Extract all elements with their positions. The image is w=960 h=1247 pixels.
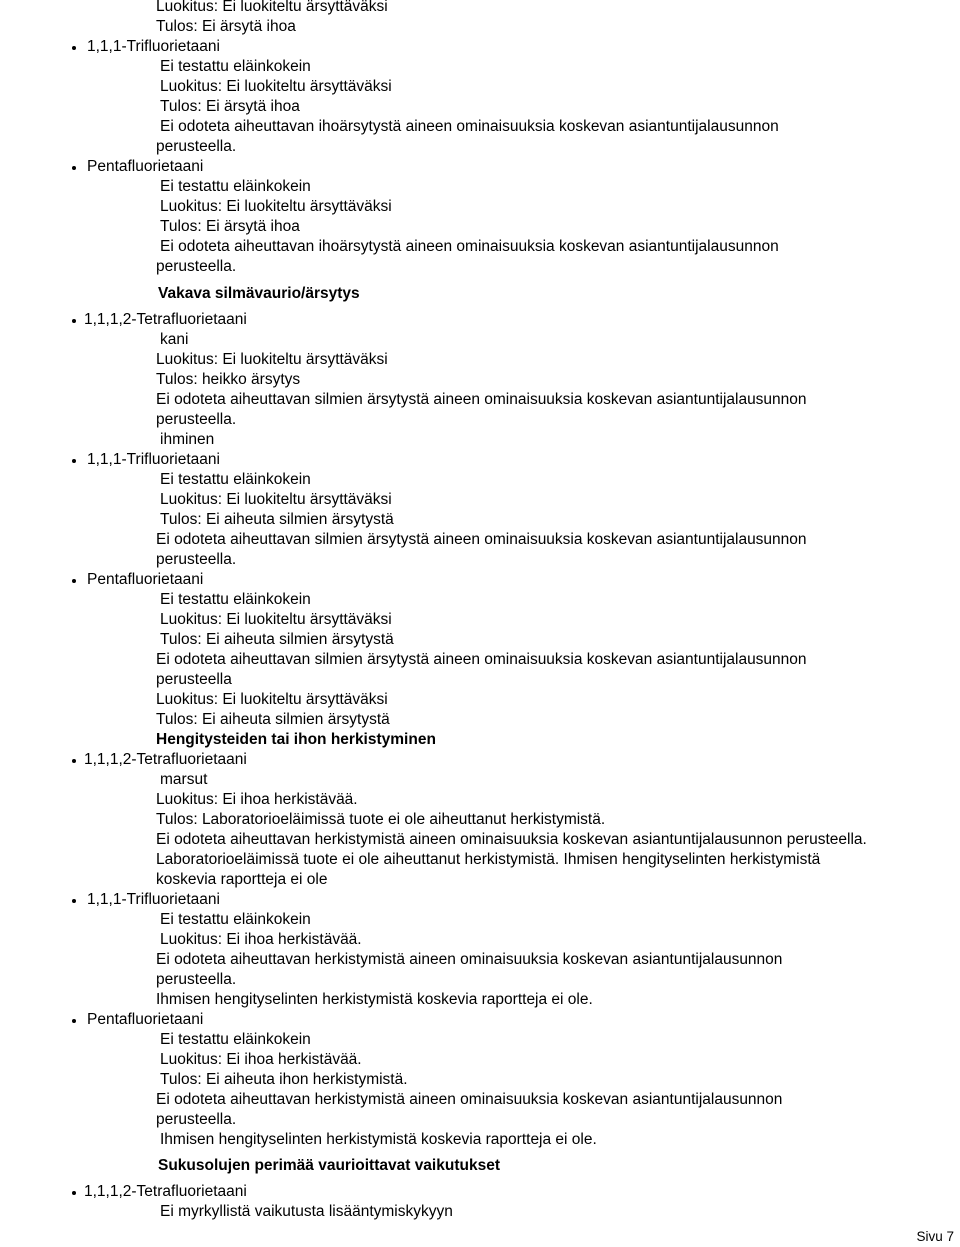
text-line: perusteella xyxy=(156,671,232,688)
substance-name: 1,1,1,2-Tetrafluorietaani xyxy=(84,751,247,768)
text-line: Ei odoteta aiheuttavan herkistymistä aineen ominaisuuksia koskevan asiantuntijalausunnon xyxy=(156,951,783,968)
text-line: Tulos: Ei ärsytä ihoa xyxy=(160,218,300,235)
text-line: koskevia raportteja ei ole xyxy=(156,871,328,888)
text-line: Ei myrkyllistä vaikutusta lisääntymiskykyyn xyxy=(160,1203,453,1220)
text-line: Ei testattu eläinkokein xyxy=(160,911,311,928)
text-line: perusteella. xyxy=(156,971,237,988)
text-line: Luokitus: Ei luokiteltu ärsyttäväksi xyxy=(156,351,388,368)
section-heading: Vakava silmävaurio/ärsytys xyxy=(158,285,360,302)
text-line: Tulos: Ei aiheuta silmien ärsytystä xyxy=(156,711,390,728)
substance-name: 1,1,1,2-Tetrafluorietaani xyxy=(84,1183,247,1200)
text-line: Ei testattu eläinkokein xyxy=(160,58,311,75)
text-line: Tulos: Ei aiheuta ihon herkistymistä. xyxy=(160,1071,408,1088)
text-line: Luokitus: Ei ihoa herkistävää. xyxy=(160,1051,362,1068)
substance-name: 1,1,1,2-Tetrafluorietaani xyxy=(84,311,247,328)
text-line: perusteella. xyxy=(156,411,237,428)
text-line: Ei odoteta aiheuttavan silmien ärsytystä aineen ominaisuuksia koskevan asiantuntijalausunnon xyxy=(156,391,807,408)
substance-name: 1,1,1-Trifluorietaani xyxy=(87,451,220,468)
text-line: Ei odoteta aiheuttavan silmien ärsytystä aineen ominaisuuksia koskevan asiantuntijalausunnon xyxy=(156,531,807,548)
section-heading: Sukusolujen perimää vaurioittavat vaikutukset xyxy=(158,1157,500,1174)
text-line: perusteella. xyxy=(156,138,237,155)
text-line: Ei odoteta aiheuttavan ihoärsytystä aineen ominaisuuksia koskevan asiantuntijalausunnon xyxy=(160,118,779,135)
page-number: Sivu 7 xyxy=(916,1229,954,1244)
text-line: Ei odoteta aiheuttavan herkistymistä aineen ominaisuuksia koskevan asiantuntijalausunnon xyxy=(156,1091,783,1108)
text-line: Luokitus: Ei luokiteltu ärsyttäväksi xyxy=(156,0,388,15)
text-line: perusteella. xyxy=(156,258,237,275)
text-line: perusteella. xyxy=(156,551,237,568)
text-line: Luokitus: Ei luokiteltu ärsyttäväksi xyxy=(160,198,392,215)
text-line: Luokitus: Ei ihoa herkistävää. xyxy=(160,931,362,948)
text-line: Luokitus: Ei ihoa herkistävää. xyxy=(156,791,358,808)
text-line: Ei testattu eläinkokein xyxy=(160,1031,311,1048)
text-line: Tulos: Ei ärsytä ihoa xyxy=(160,98,300,115)
text-line: Ei testattu eläinkokein xyxy=(160,471,311,488)
text-line: Luokitus: Ei luokiteltu ärsyttäväksi xyxy=(160,78,392,95)
text-line: perusteella. xyxy=(156,1111,237,1128)
text-line: Ei testattu eläinkokein xyxy=(160,591,311,608)
substance-name: 1,1,1-Trifluorietaani xyxy=(87,38,220,55)
text-line: Ihmisen hengityselinten herkistymistä koskevia raportteja ei ole. xyxy=(160,1131,597,1148)
substance-name: Pentafluorietaani xyxy=(87,1011,204,1028)
bullet xyxy=(72,459,76,463)
bullet xyxy=(72,46,76,50)
substance-name: 1,1,1-Trifluorietaani xyxy=(87,891,220,908)
text-line: Tulos: Ei aiheuta silmien ärsytystä xyxy=(160,511,394,528)
text-line: Tulos: Ei aiheuta silmien ärsytystä xyxy=(160,631,394,648)
text-line: Luokitus: Ei luokiteltu ärsyttäväksi xyxy=(160,611,392,628)
text-line: Ei odoteta aiheuttavan silmien ärsytystä aineen ominaisuuksia koskevan asiantuntijalausunnon xyxy=(156,651,807,668)
text-line: Ei testattu eläinkokein xyxy=(160,178,311,195)
bullet xyxy=(72,319,76,323)
text-line: Tulos: heikko ärsytys xyxy=(156,371,301,388)
bullet xyxy=(72,899,76,903)
substance-name: Pentafluorietaani xyxy=(87,158,204,175)
text-line: Ei odoteta aiheuttavan ihoärsytystä aineen ominaisuuksia koskevan asiantuntijalausunnon xyxy=(160,238,779,255)
bullet xyxy=(72,759,76,763)
text-line: Ihmisen hengityselinten herkistymistä koskevia raportteja ei ole. xyxy=(156,991,593,1008)
text-line: kani xyxy=(160,331,189,348)
bullet xyxy=(72,579,76,583)
text-line: Luokitus: Ei luokiteltu ärsyttäväksi xyxy=(156,691,388,708)
text-line: Laboratorioeläimissä tuote ei ole aiheuttanut herkistymistä. Ihmisen hengityselinten herkistymistä xyxy=(156,851,821,868)
text-line: Luokitus: Ei luokiteltu ärsyttäväksi xyxy=(160,491,392,508)
text-line: Tulos: Ei ärsytä ihoa xyxy=(156,18,296,35)
bullet xyxy=(72,1019,76,1023)
section-heading: Hengitysteiden tai ihon herkistyminen xyxy=(156,731,436,748)
text-line: Tulos: Laboratorioeläimissä tuote ei ole aiheuttanut herkistymistä. xyxy=(156,811,606,828)
text-line: Ei odoteta aiheuttavan herkistymistä aineen ominaisuuksia koskevan asiantuntijalausunnon perusteella. xyxy=(156,831,867,848)
bullet xyxy=(72,1191,76,1195)
text-line: marsut xyxy=(160,771,208,788)
substance-name: Pentafluorietaani xyxy=(87,571,204,588)
text-line: ihminen xyxy=(160,431,215,448)
bullet xyxy=(72,166,76,170)
